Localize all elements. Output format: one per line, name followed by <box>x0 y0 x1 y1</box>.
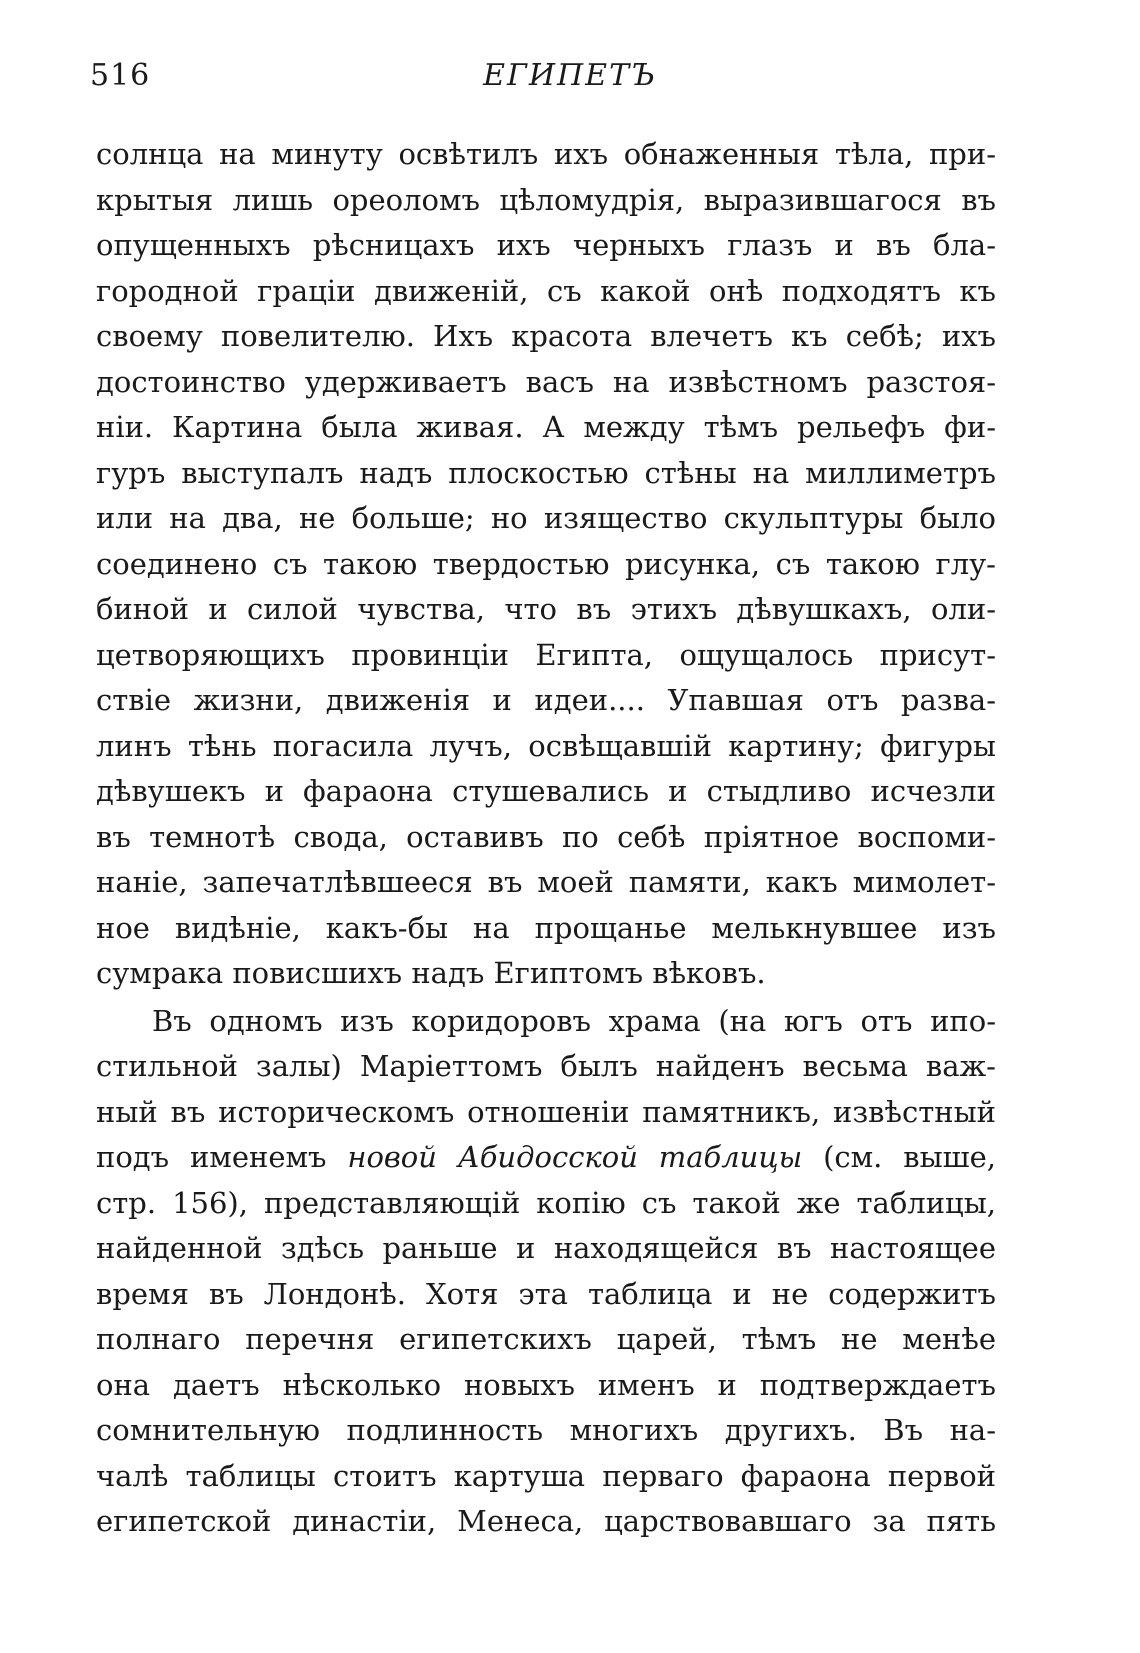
text-line: найденной здѣсь раньше и находящейся въ настоящее <box>96 1231 996 1265</box>
text-line: крытыя лишь ореоломъ цѣломудрія, выразившагося въ <box>96 182 996 217</box>
text-line: ное видѣніе, какъ-бы на прощанье мелькнувшее изъ <box>96 910 996 945</box>
text-line: цетворяющихъ провинціи Египта, ощущалось присут- <box>96 637 996 672</box>
paragraph-2 <box>96 999 996 1545</box>
page-number: 516 <box>90 58 151 93</box>
body-text <box>96 132 996 1545</box>
text-line: сумрака повисшихъ надъ Египтомъ вѣковъ. <box>96 956 766 990</box>
italic-title-reference: новой Абидосской таблицы <box>347 1140 803 1174</box>
running-head-title: ЕГИПЕТЪ <box>483 58 657 93</box>
text-line: ствіе жизни, движенія и идеи.... Упавшая отъ разва- <box>96 683 996 717</box>
text-line: городной граціи движеній, съ какой онѣ подходятъ къ <box>96 273 996 308</box>
text-line: стильной залы) Маріеттомъ былъ найденъ весьма важ- <box>96 1049 996 1083</box>
text-line: соединено съ такою твердостью рисунка, съ такою глу- <box>96 546 996 581</box>
text-line: солнца на минуту освѣтилъ ихъ обнаженныя тѣла, при- <box>96 137 996 171</box>
text-line: или на два, не больше; но изящество скульптуры было <box>96 501 996 535</box>
text-line: египетской династіи, Менеса, царствовавшаго за пять <box>96 1504 996 1538</box>
paragraph-1 <box>96 132 996 997</box>
text-line: она даетъ нѣсколько новыхъ именъ и подтверждаетъ <box>96 1367 996 1402</box>
text-line: ніи. Картина была живая. А между тѣмъ рельефъ фи- <box>96 410 996 444</box>
text-line: своему повелителю. Ихъ красота влечетъ къ себѣ; ихъ <box>96 319 996 353</box>
text-line: опущенныхъ рѣсницахъ ихъ черныхъ глазъ и въ бла- <box>96 228 996 262</box>
text-segment: (см. выше, <box>802 1140 996 1174</box>
text-line: гуръ выступалъ надъ плоскостью стѣны на миллиметръ <box>96 455 996 490</box>
text-line: ный въ историческомъ отношеніи памятникъ, извѣстный <box>96 1094 996 1129</box>
text-line: биной и силой чувства, что въ этихъ дѣвушкахъ, оли- <box>96 592 996 626</box>
text-line: время въ Лондонѣ. Хотя эта таблица и не содержитъ <box>96 1276 996 1311</box>
text-line: сомнительную подлинность многихъ другихъ. Въ на- <box>96 1413 996 1447</box>
text-line: наніе, запечатлѣвшееся въ моей памяти, какъ мимолет- <box>96 865 996 899</box>
text-line: Въ одномъ изъ коридоровъ храма (на югъ отъ ипо- <box>152 1003 996 1038</box>
text-line: въ темнотѣ свода, оставивъ по себѣ пріятное воспоми- <box>96 819 996 854</box>
text-line-with-emphasis <box>96 1135 996 1181</box>
text-line: полнаго перечня египетскихъ царей, тѣмъ не менѣе <box>96 1322 996 1356</box>
text-line: дѣвушекъ и фараона стушевались и стыдливо исчезли <box>96 774 996 808</box>
text-line: стр. 156), представляющій копію съ такой же таблицы, <box>96 1185 996 1220</box>
text-line: достоинство удерживаетъ васъ на извѣстномъ разстоя- <box>96 364 996 399</box>
text-line: чалѣ таблицы стоитъ картуша перваго фараона первой <box>96 1458 996 1493</box>
text-segment: подъ именемъ <box>96 1140 348 1174</box>
text-line: линъ тѣнь погасила лучъ, освѣщавшій картину; фигуры <box>96 728 996 763</box>
